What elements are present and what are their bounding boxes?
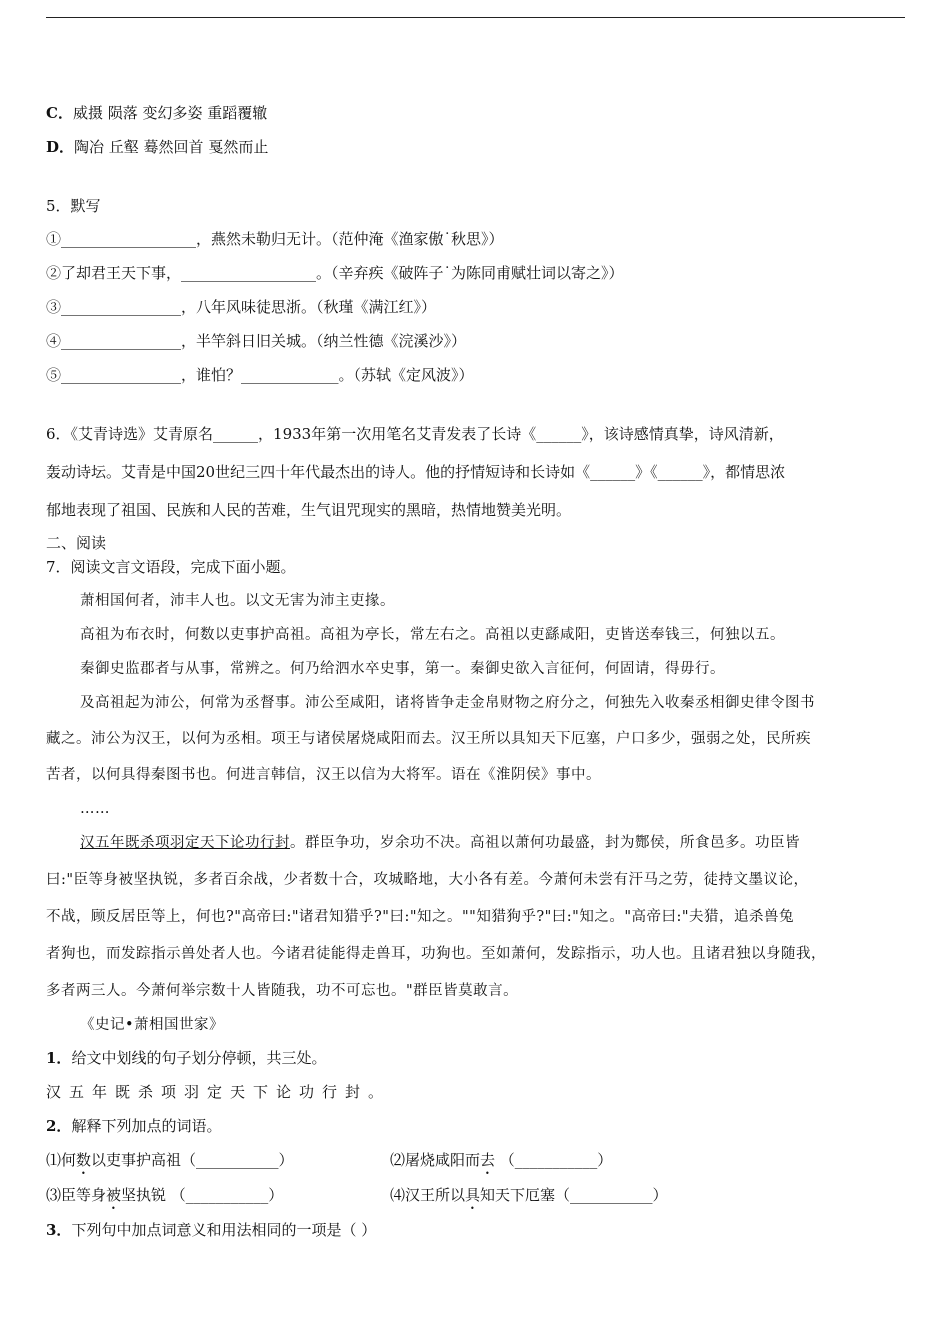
classical-paragraph-line: 苦者，以何具得秦图书也。何进言韩信，汉王以信为大将军。语在《淮阴侯》事中。 bbox=[46, 767, 601, 783]
option-letter: C． bbox=[46, 104, 73, 122]
q5-line: ③________________，八年风味徒思浙。（秋瑾《满江红》） bbox=[46, 298, 437, 316]
classical-paragraph-line: 者狗也，而发踪指示兽处者人也。今诸君徒能得走兽耳，功狗也。至如萧何，发踪指示，功人也。且诸君独以身随我， bbox=[46, 946, 826, 962]
question-text: 下列句中加点词意义和用法相同的一项是（ ） bbox=[71, 1221, 377, 1239]
option-d bbox=[46, 137, 268, 157]
option-c bbox=[46, 103, 267, 123]
subquestion-1 bbox=[46, 1048, 326, 1068]
vocab-item bbox=[46, 1150, 294, 1178]
option-letter: D． bbox=[46, 138, 75, 156]
q6-line: 郁地表现了祖国、民族和人民的苦难，生气诅咒现实的黑暗，热情地赞美光明。 bbox=[46, 501, 572, 519]
q6-line: 6．《艾青诗选》艾青原名______，1933年第一次用笔名艾青发表了长诗《______》，该诗感情真挚，诗风清新， bbox=[46, 425, 784, 443]
q5-line: ④________________，半竿斜日旧关城。（纳兰性德《浣溪沙》） bbox=[46, 332, 467, 350]
classical-paragraph: 秦御史监郡者与从事，常辨之。何乃给泗水卒史事，第一。秦御史欲入言征何，何固请，得毋行。 bbox=[80, 661, 725, 677]
classical-paragraph-line: 曰:"臣等身被坚执锐，多者百余战，少者数十合，攻城略地，大小各有差。今萧何未尝有汗马之劳，徒持文墨议论， bbox=[46, 872, 809, 888]
question-text: 给文中划线的句子划分停顿，共三处。 bbox=[71, 1049, 327, 1067]
section-heading: 二、阅读 bbox=[46, 534, 107, 552]
classical-paragraph-line bbox=[80, 833, 800, 853]
dotted-word: 具 bbox=[465, 1186, 481, 1204]
vocab-item bbox=[390, 1150, 612, 1178]
q5-line: ⑤________________，谁怕？_____________。（苏轼《定风波》） bbox=[46, 366, 474, 384]
q5-title: 5．默写 bbox=[46, 197, 101, 215]
classical-paragraph-line: 多者两三人。今萧何举宗数十人皆随我，功不可忘也。"群臣皆莫敢言。 bbox=[46, 983, 519, 999]
classical-paragraph-line: 及高祖起为沛公，何常为丞督事。沛公至咸阳，诸将皆争走金帛财物之府分之，何独先入收秦丞相御史律令图书 bbox=[80, 695, 815, 711]
source-citation: 《史记•萧相国世家》 bbox=[80, 1017, 225, 1033]
q5-line: ①__________________，燕然未勒归无计。（范仲淹《渔家傲˙秋思》） bbox=[46, 230, 504, 248]
spaced-sentence: 汉五年既杀项羽定天下论功行封。 bbox=[46, 1083, 392, 1101]
dotted-word: 去 bbox=[480, 1151, 496, 1169]
vocab-pre: ⑷汉王所以 bbox=[390, 1186, 466, 1204]
question-number: 2． bbox=[46, 1117, 72, 1135]
vocab-blank: 以吏事护高祖（___________） bbox=[91, 1151, 294, 1169]
question-number: 1． bbox=[46, 1049, 72, 1067]
vocab-blank: 坚执锐 （___________） bbox=[121, 1186, 284, 1204]
question-number: 3． bbox=[46, 1221, 72, 1239]
dotted-word: 被 bbox=[106, 1186, 122, 1204]
question-text: 解释下列加点的词语。 bbox=[71, 1117, 222, 1135]
classical-paragraph: 高祖为布衣时，何数以吏事护高祖。高祖为亭长，常左右之。高祖以吏繇咸阳，吏皆送奉钱三，何独以五。 bbox=[80, 627, 785, 643]
subquestion-2 bbox=[46, 1116, 221, 1136]
q7-title: 7．阅读文言文语段，完成下面小题。 bbox=[46, 558, 296, 576]
ellipsis: …… bbox=[80, 801, 110, 817]
header-rule bbox=[46, 17, 905, 18]
subquestion-3 bbox=[46, 1220, 376, 1240]
vocab-blank: （___________） bbox=[495, 1151, 613, 1169]
vocab-pre: ⑶臣等身 bbox=[46, 1186, 107, 1204]
underlined-sentence: 汉五年既杀项羽定天下论功行封 bbox=[80, 835, 290, 851]
vocab-item bbox=[390, 1185, 668, 1213]
q5-line: ②了却君王天下事，__________________。（辛弃疾《破阵子˙为陈同甫赋壮词以寄之》） bbox=[46, 264, 624, 282]
vocab-blank: 知天下厄塞（___________） bbox=[480, 1186, 668, 1204]
vocab-item bbox=[46, 1185, 283, 1213]
classical-paragraph: 萧相国何者，沛丰人也。以文无害为沛主吏掾。 bbox=[80, 593, 395, 609]
dotted-word: 数 bbox=[76, 1151, 92, 1169]
option-text: 陶冶 丘壑 蓦然回首 戛然而止 bbox=[74, 138, 269, 156]
paragraph-continuation: 。群臣争功，岁余功不决。高祖以萧何功最盛，封为酂侯，所食邑多。功臣皆 bbox=[290, 835, 800, 851]
vocab-pre: ⑴何 bbox=[46, 1151, 77, 1169]
q6-line: 轰动诗坛。艾青是中国20世纪三四十年代最杰出的诗人。他的抒情短诗和长诗如《______》《______》，都情思浓 bbox=[46, 463, 786, 481]
classical-paragraph-line: 藏之。沛公为汉王，以何为丞相。项王与诸侯屠烧咸阳而去。汉王所以具知天下厄塞，户口多少，强弱之处，民所疾 bbox=[46, 731, 811, 747]
option-text: 威摄 陨落 变幻多姿 重蹈覆辙 bbox=[72, 104, 268, 122]
vocab-pre: ⑵屠烧咸阳而 bbox=[390, 1151, 481, 1169]
classical-paragraph-line: 不战，顾反居臣等上，何也?"高帝曰:"诸君知猎乎?"曰:"知之。""知猎狗乎?"曰:"知之。"高帝曰:"夫猎，追杀兽兔 bbox=[46, 909, 795, 925]
